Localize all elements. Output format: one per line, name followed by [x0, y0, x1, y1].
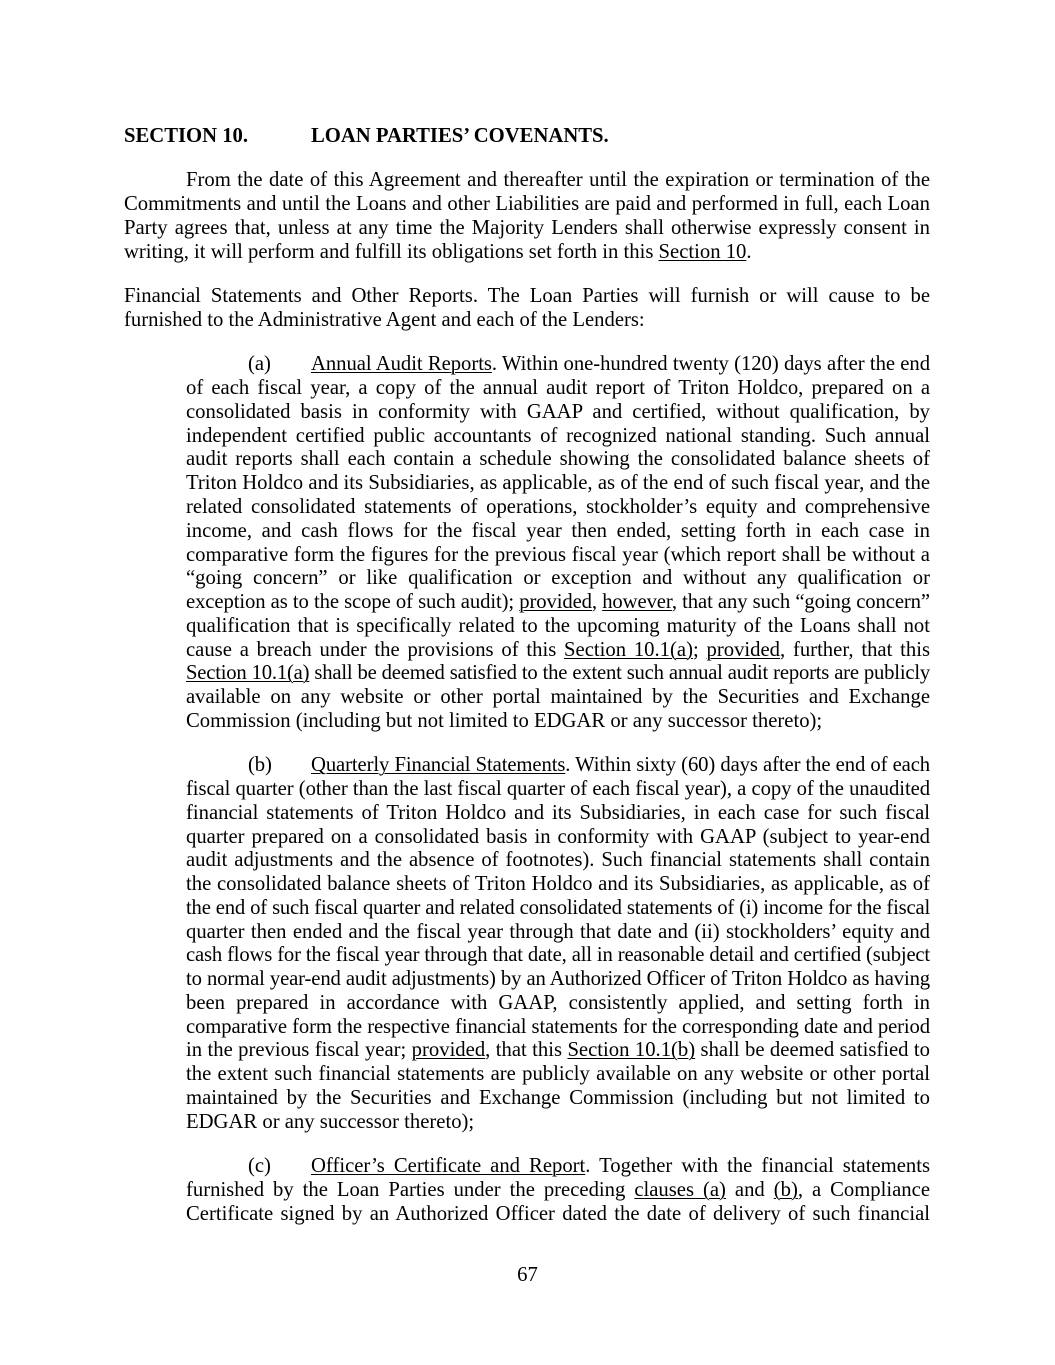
text-run: maintained by the Securities and Exchange Commission (including but not limited to — [186, 1087, 930, 1110]
text-line — [186, 849, 930, 873]
item-b-quarterly-financial-statements — [186, 754, 930, 1134]
text-line — [186, 944, 930, 968]
item-label: (a) — [248, 353, 271, 376]
text-line — [186, 377, 930, 401]
text-run: ; — [692, 638, 707, 661]
text-run: Commission (including but not limited to EDGAR or any successor thereto); — [186, 709, 823, 732]
text-run: quarter then ended and the fiscal year through that date and (ii) stockholders’ equity and — [186, 920, 930, 943]
text-line — [124, 241, 930, 265]
text-line — [186, 1039, 930, 1063]
text-line — [186, 1155, 930, 1179]
text-run: Party agrees that, unless at any time the Majority Lenders shall otherwise expressly consent in — [124, 216, 930, 239]
underlined-reference: (b) — [773, 1178, 798, 1201]
text-run: “going concern” or like qualification or exception and without any qualification or — [186, 567, 930, 590]
text-run: cause a breach under the provisions of this — [186, 638, 565, 661]
underlined-reference: provided — [411, 1039, 486, 1062]
text-run: financial statements of Triton Holdco and its Subsidiaries, in each case for such fiscal — [186, 801, 930, 824]
text-line — [186, 591, 930, 615]
text-line — [186, 401, 930, 425]
text-line — [186, 615, 930, 639]
text-line — [186, 754, 930, 778]
text-run: the extent such financial statements are publicly available on any website or other portal — [186, 1063, 930, 1086]
text-line — [186, 639, 930, 663]
text-line — [186, 1179, 930, 1203]
item-c-officers-certificate — [186, 1155, 930, 1226]
underlined-reference: provided — [519, 591, 592, 614]
text-run: furnished by the Loan Parties under the preceding — [186, 1178, 635, 1201]
text-run: shall be deemed satisfied to — [695, 1039, 930, 1062]
text-line — [186, 992, 930, 1016]
text-line — [186, 1016, 930, 1040]
underlined-reference: Officer’s Certificate and Report — [311, 1155, 586, 1178]
text-line — [186, 802, 930, 826]
section-heading — [124, 125, 930, 149]
text-line — [124, 285, 930, 309]
text-run: . Together with the financial statements — [585, 1155, 930, 1178]
text-run: Commitments and until the Loans and other Liabilities are paid and performed in full, each Loan — [124, 193, 930, 216]
text-run: exception as to the scope of such audit); — [186, 591, 520, 614]
text-run: EDGAR or any successor thereto); — [186, 1110, 475, 1133]
text-line — [124, 309, 930, 333]
page-body — [124, 125, 930, 1247]
text-line — [186, 1203, 930, 1227]
text-line — [186, 567, 930, 591]
intro-paragraph — [124, 169, 930, 264]
text-line — [186, 353, 930, 377]
underlined-reference: however — [602, 591, 672, 614]
text-run: in the previous fiscal year; — [186, 1039, 412, 1062]
text-run: the consolidated balance sheets of Triton Holdco and its Subsidiaries, as applicable, as of — [186, 873, 930, 896]
financial-statements-paragraph — [124, 285, 930, 333]
text-run: related consolidated statements of operations, stockholder’s equity and comprehensive — [186, 495, 930, 518]
text-run: fiscal quarter (other than the last fiscal quarter of each fiscal year), a copy of the unaudited — [186, 778, 930, 801]
text-run: , a Compliance — [797, 1178, 930, 1201]
text-line — [186, 520, 930, 544]
text-line — [186, 425, 930, 449]
text-run: income, and cash flows for the fiscal year then ended, setting forth in each case in — [186, 519, 930, 542]
underlined-reference: clauses (a) — [634, 1178, 726, 1201]
underlined-reference: Quarterly Financial Statements — [311, 754, 566, 777]
text-line — [186, 897, 930, 921]
text-run: independent certified public accountants of recognized national standing. Such annual — [186, 424, 930, 447]
text-run: From the date of this Agreement and thereafter until the expiration or termination of the — [186, 169, 930, 192]
text-line — [186, 778, 930, 802]
text-line — [186, 1087, 930, 1111]
text-run: to normal year-end audit adjustments) by an Authorized Officer of Triton Holdco as having — [186, 968, 930, 991]
text-run: and — [725, 1178, 774, 1201]
text-run: comparative form the figures for the previous fiscal year (which report shall be without a — [186, 543, 930, 566]
text-run: audit adjustments and the absence of footnotes). Such financial statements shall contain — [186, 849, 931, 872]
text-line — [186, 1063, 930, 1087]
section-number: SECTION 10. — [124, 125, 249, 147]
text-run: . Within sixty (60) days after the end of each — [565, 754, 931, 777]
text-line — [124, 217, 930, 241]
text-line — [186, 873, 930, 897]
item-label: (b) — [248, 754, 272, 777]
text-line — [186, 686, 930, 710]
text-run: , further, that this — [780, 638, 930, 661]
text-run: quarter prepared on a consolidated basis in conformity with GAAP (subject to year-end — [186, 825, 930, 848]
text-line — [186, 544, 930, 568]
underlined-reference: Section 10.1(a) — [186, 662, 310, 685]
underlined-reference: Annual Audit Reports — [311, 353, 492, 376]
underlined-reference: Section 10.1(a) — [564, 638, 693, 661]
text-run: comparative form the respective financial statements for the corresponding date and period — [186, 1015, 931, 1038]
text-run: consolidated basis in conformity with GAAP and certified, without qualification, by — [186, 400, 930, 423]
text-run: the end of such fiscal quarter and related consolidated statements of (i) income for the fiscal — [186, 896, 930, 919]
text-run: . Within one-hundred twenty (120) days after the end — [491, 353, 930, 376]
text-run: Triton Holdco and its Subsidiaries, as applicable, as of the end of such fiscal year, and the — [186, 472, 930, 495]
text-line — [186, 472, 930, 496]
text-run: shall be deemed satisfied to the extent such annual audit reports are publicly — [309, 662, 930, 685]
text-run: writing, it will perform and fulfill its obligations set forth in this — [124, 240, 659, 263]
item-label: (c) — [248, 1155, 271, 1178]
text-run: Financial Statements and Other Reports. The Loan Parties will furnish or will cause to be — [124, 285, 930, 308]
text-line — [186, 921, 930, 945]
text-run: Certificate signed by an Authorized Officer dated the date of delivery of such financial — [186, 1202, 930, 1225]
text-line — [186, 662, 930, 686]
text-line — [124, 193, 930, 217]
text-run: of each fiscal year, a copy of the annual audit report of Triton Holdco, prepared on a — [186, 377, 930, 400]
text-run: audit reports shall each contain a schedule showing the consolidated balance sheets of — [186, 448, 930, 471]
text-run: available on any website or other portal maintained by the Securities and Exchange — [186, 686, 930, 709]
text-line — [186, 710, 930, 734]
text-line — [186, 448, 930, 472]
text-run: cash flows for the fiscal year through that date, all in reasonable detail and certified (subject — [186, 944, 930, 967]
item-a-annual-audit-reports — [186, 353, 930, 733]
text-line — [186, 496, 930, 520]
underlined-reference: Section 10 — [658, 240, 747, 263]
text-line — [186, 968, 930, 992]
section-title: LOAN PARTIES’ COVENANTS. — [311, 125, 609, 147]
text-run: , that any such “going concern” — [671, 591, 930, 614]
text-line — [186, 1111, 930, 1135]
text-run: . — [746, 240, 752, 263]
underlined-reference: Section 10.1(b) — [567, 1039, 696, 1062]
text-run: , — [591, 591, 603, 614]
text-line — [186, 826, 930, 850]
underlined-reference: provided — [706, 638, 780, 661]
text-run: qualification that is specifically related to the upcoming maturity of the Loans shall not — [186, 614, 930, 637]
page-number: 67 — [517, 1264, 538, 1286]
text-run: been prepared in accordance with GAAP, consistently applied, and setting forth in — [186, 991, 930, 1014]
text-run: , that this — [485, 1039, 568, 1062]
text-run: furnished to the Administrative Agent and each of the Lenders: — [124, 308, 645, 331]
text-line — [124, 169, 930, 193]
